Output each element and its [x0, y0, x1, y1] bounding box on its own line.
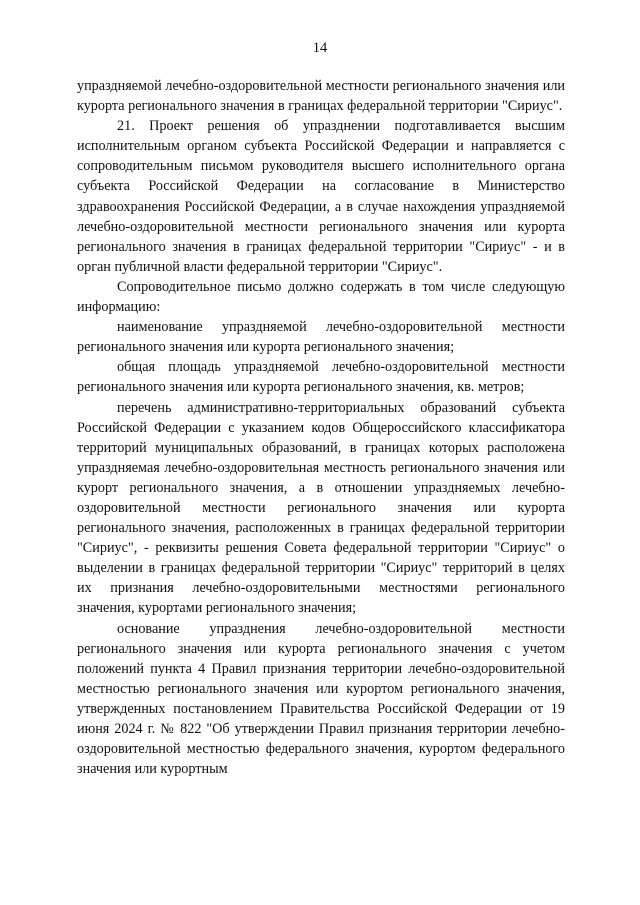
paragraph-list-basis: основание упразднения лечебно-оздоровительной местности регионального значения или курорта регионального значения с учетом положений пункта 4 Правил признания территории лечебно-оздоровительной местностью регионального значения или курортом регионального значения, утвержденных постановлением Правительства Российской Федерации от 19 июня 2024 г. № 822 "Об утверждении Правил признания территории лечебно-оздоровительной местностью федерального значения, курортом федерального значения или курортным: [77, 620, 565, 778]
paragraph-list-area: общая площадь упраздняемой лечебно-оздоровительной местности регионального значения или курорта регионального значения, кв. метров;: [77, 359, 565, 396]
paragraph-cover-letter: Сопроводительное письмо должно содержать в том числе следующую информацию:: [77, 278, 565, 316]
document-body: [77, 76, 565, 779]
paragraph-item-21: 21. Проект решения об упразднении подготавливается высшим исполнительным органом субъекта Российской Федерации и направляется с сопроводительным письмом руководителя высшего исполнительного органа субъекта Российской Федерации на согласование в Министерство здравоохранения Российской Федерации, а в случае нахождения упраздняемой лечебно-оздоровительной местности регионального значения или курорта регионального значения в границах федеральной территории "Сириус" - и в орган публичной власти федеральной территории "Сириус".: [77, 118, 565, 275]
page-number: 14: [312, 40, 328, 56]
paragraph-list-name: наименование упраздняемой лечебно-оздоровительной местности регионального значения или курорта регионального значения;: [77, 319, 565, 356]
paragraph-list-territories: перечень административно-территориальных образований субъекта Российской Федерации с указанием кодов Общероссийского классификатора территорий муниципальных образований, в границах которых расположена упраздняемая лечебно-оздоровительная местность регионального значения или курорт регионального значения, а в отношении упраздняемых лечебно-оздоровительной местности регионального значения или курорта регионального значения, расположенных в границах федеральной территории "Сириус", - реквизиты решения Совета федеральной территории "Сириус" о выделении в границах федеральной территории "Сириус" территорий в целях их признания лечебно-оздоровительными местностями регионального значения, курортами регионального значения;: [77, 399, 565, 617]
paragraph-continuation: упраздняемой лечебно-оздоровительной местности регионального значения или курорта регионального значения в границах федеральной территории "Сириус".: [77, 78, 565, 115]
